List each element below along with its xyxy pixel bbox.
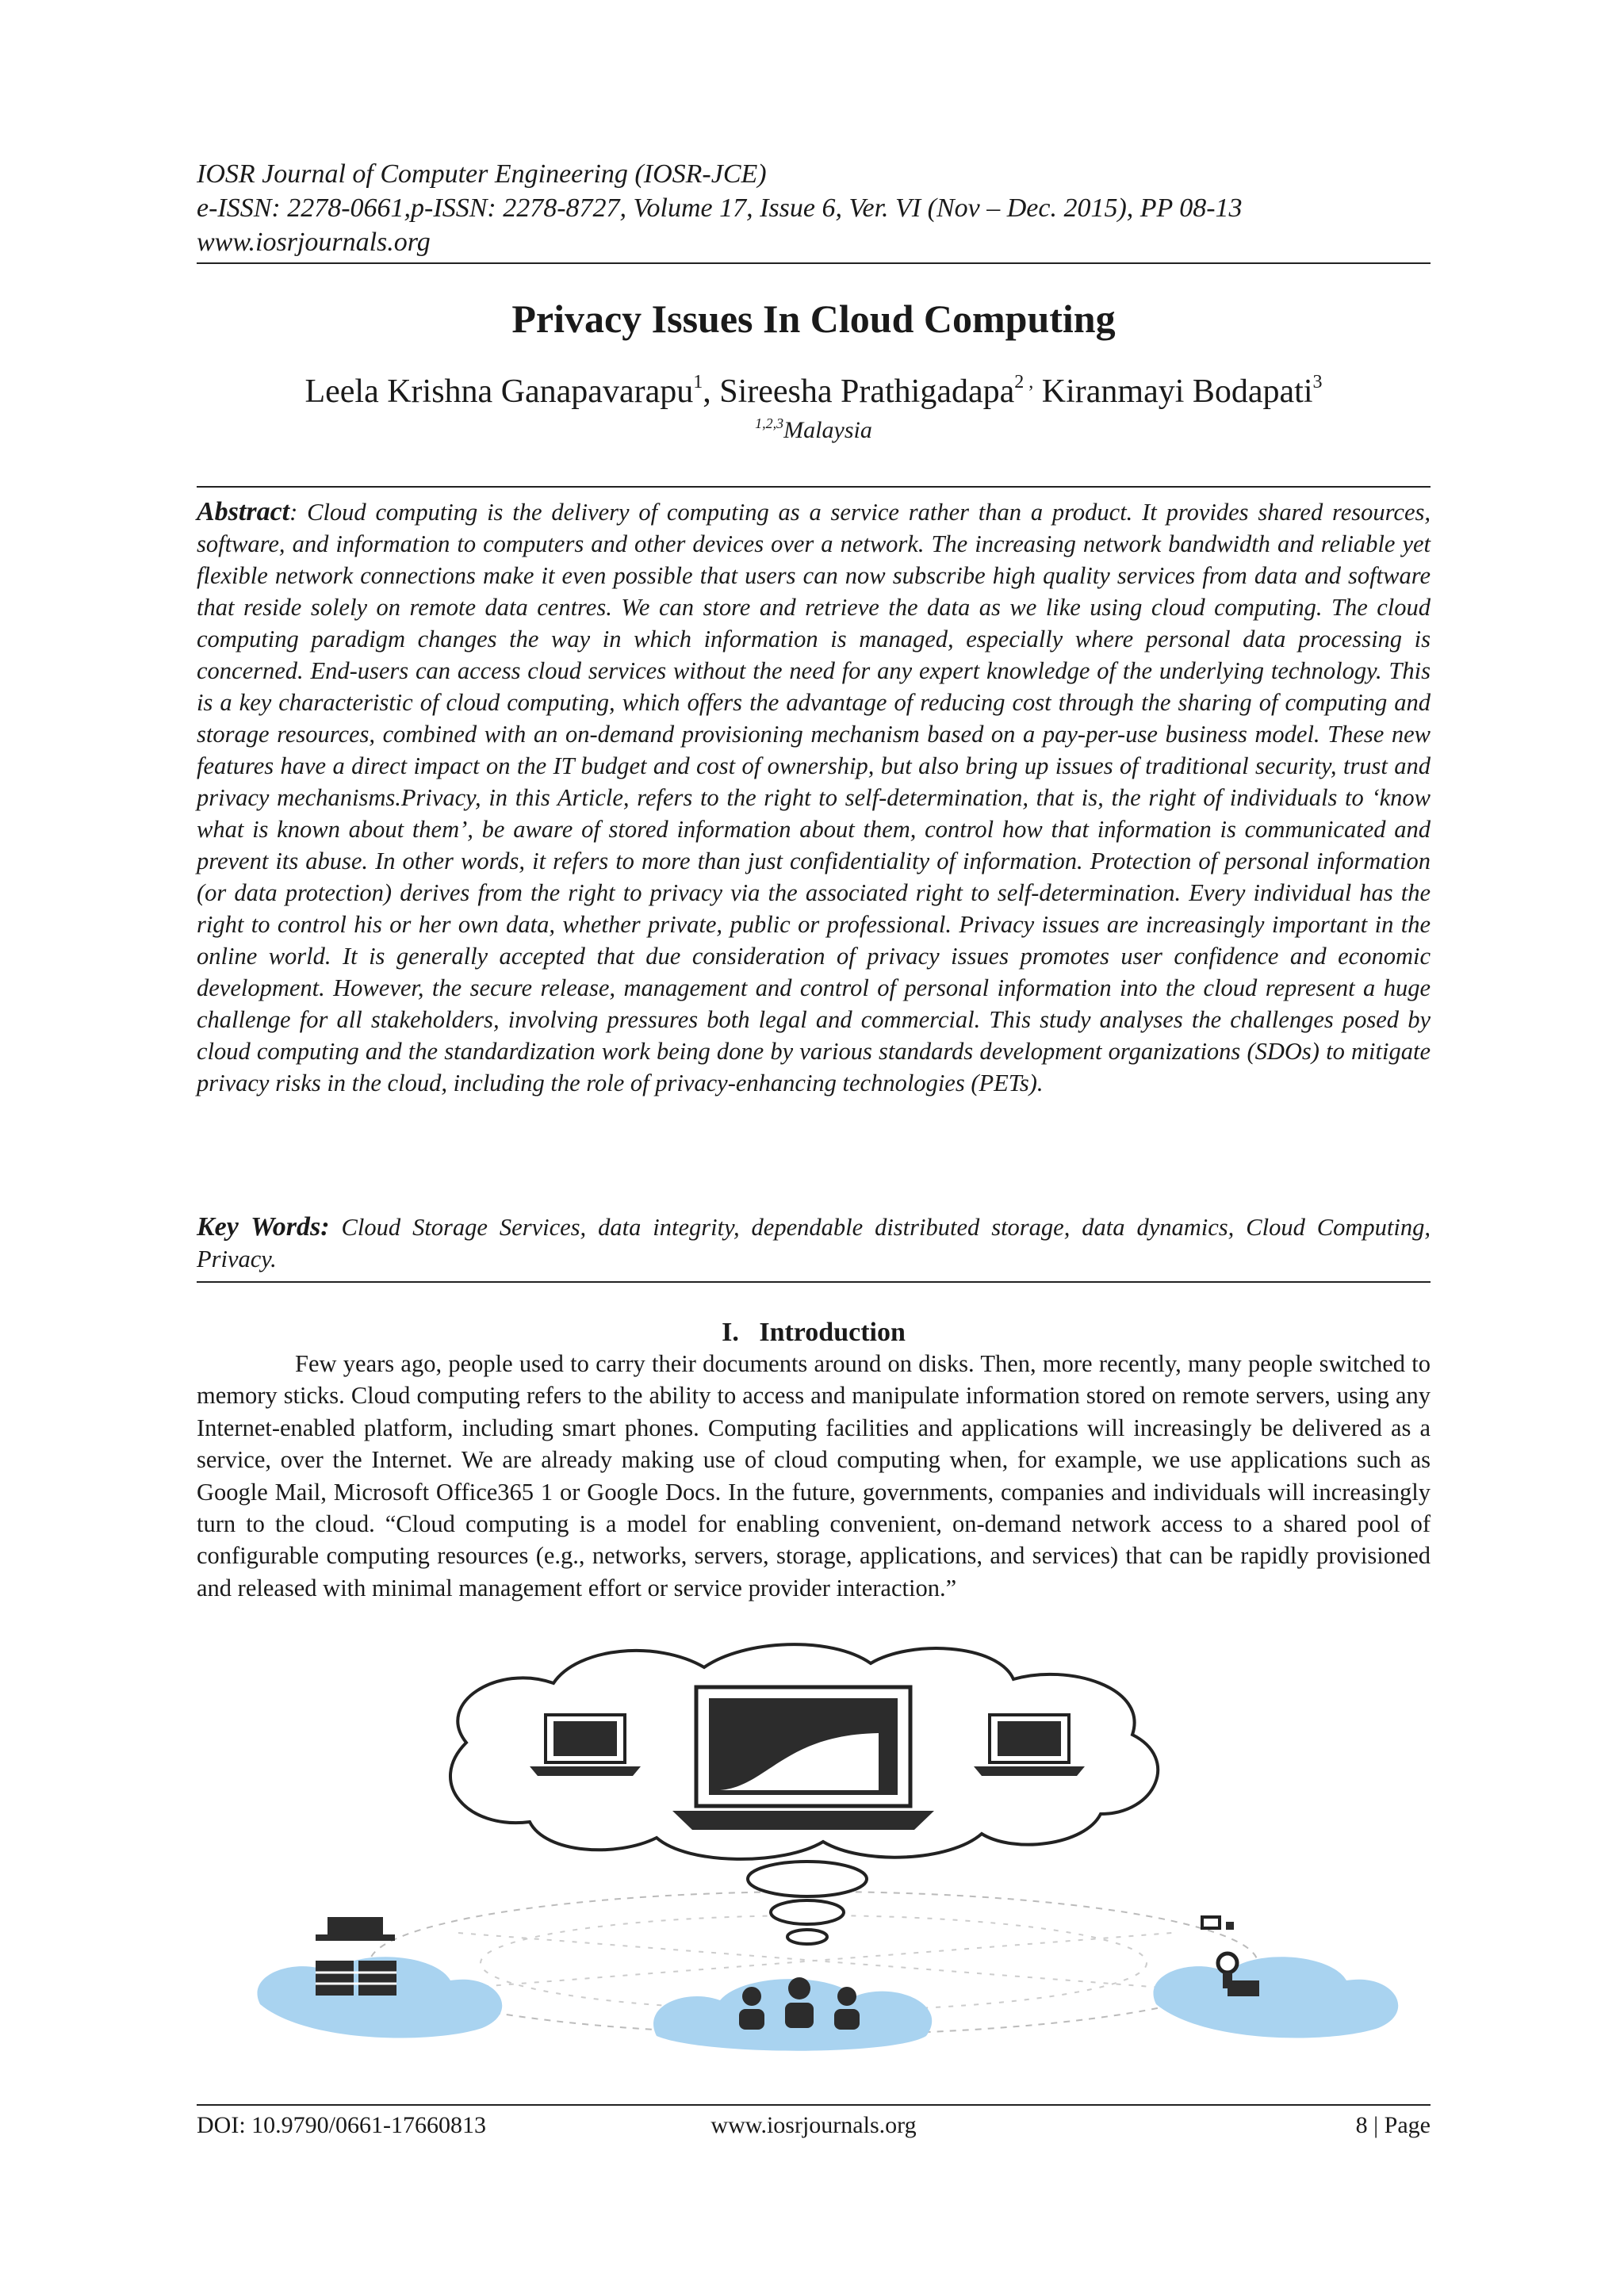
journal-name: IOSR Journal of Computer Engineering (IOSR-JCE) — [197, 159, 767, 189]
paper-title: Privacy Issues In Cloud Computing — [511, 297, 1116, 341]
laptop-icon — [530, 1715, 641, 1776]
cloud-computing-figure — [197, 1640, 1431, 2052]
journal-header — [197, 157, 1434, 259]
journal-website[interactable]: www.iosrjournals.org — [197, 228, 431, 257]
affiliation-text: Malaysia — [783, 417, 872, 443]
keywords-label: Key Words: — [197, 1212, 330, 1242]
abstract-label: Abstract — [197, 497, 290, 526]
devices-cloud — [1153, 1917, 1398, 2038]
keywords — [197, 1211, 1431, 1275]
author-sup: 3 — [1312, 372, 1323, 392]
keywords-bottom-rule — [197, 1281, 1431, 1283]
author-name: Leela Krishna Ganapavarapu — [304, 373, 694, 410]
author-separator: , — [703, 373, 720, 410]
phone-icon — [1202, 1917, 1234, 1930]
abstract — [197, 496, 1431, 1099]
header-rule — [197, 262, 1431, 264]
author-list — [197, 371, 1431, 412]
keywords-text: Cloud Storage Services, data integrity, dependable distributed storage, data dynamics, Cloud Computing, Privacy. — [197, 1214, 1431, 1272]
thought-bubble — [787, 1930, 827, 1944]
section-number: I. — [722, 1318, 739, 1347]
footer-rule — [197, 2104, 1431, 2106]
author-name: Sireesha Prathigadapa — [719, 373, 1015, 410]
footer-website[interactable]: www.iosrjournals.org — [710, 2112, 917, 2138]
journal-issn: e-ISSN: 2278-0661,p-ISSN: 2278-8727, Volume 17, Issue 6, Ver. VI (Nov – Dec. 2015), PP 08-13 — [197, 193, 1243, 223]
author-separator — [1033, 373, 1042, 410]
author-name: Kiranmayi Bodapati — [1041, 373, 1313, 410]
abstract-text: : Cloud computing is the delivery of computing as a service rather than a product. It provides shared resources, software, and information to computers and other devices over a network. The increasing network bandwidth and reliable yet flexible network connections make it even possible that users can now subscribe high quality services from data and software that reside solely on remote data centres. We can store and retrieve the data as we like using cloud computing. The cloud computing paradigm changes the way in which information is managed, especially where personal data processing is concerned. End-users can access cloud services without the need for any expert knowledge of the underlying technology. This is a key characteristic of cloud computing, which offers the advantage of reducing cost through the sharing of computing and storage resources, combined with an on-demand provisioning mechanism based on a pay-per-use business model. These new features have a direct impact on the IT budget and cost of ownership, but also bring up issues of traditional security, trust and privacy mechanisms.Privacy, in this Article, refers to the right to self-determination, that is, the right of individuals to ‘know what is known about them’, be aware of stored information about them, control how that information is communicated and prevent its abuse. In other words, it refers to more than just confidentiality of information. Protection of personal information (or data protection) derives from the right to privacy via the associated right to self-determination. Every individual has the right to control his or her own data, whether private, public or professional. Privacy issues are increasingly important in the online world. It is generally accepted that due consideration of privacy issues promotes user confidence and economic development. However, the secure release, management and control of personal information into the cloud represent a huge challenge for all stakeholders, involving pressures both legal and commercial. This study analyses the challenges posed by cloud computing and the standardization work being done by various standards development organizations (SDOs) to mitigate privacy risks in the cloud, including the role of privacy-enhancing technologies (PETs). — [197, 499, 1431, 1096]
author-sup: 2 , — [1014, 372, 1034, 392]
footer-doi: DOI: 10.9790/0661-17660813 — [197, 2112, 486, 2138]
server-cloud — [257, 1917, 502, 2038]
thought-bubble — [748, 1862, 867, 1896]
abstract-top-rule — [197, 486, 1431, 488]
section-heading — [197, 1316, 1431, 1349]
thought-bubble — [771, 1900, 844, 1924]
laptop-icon — [974, 1715, 1085, 1776]
author-sup: 1 — [693, 372, 703, 392]
footer-page-number: 8 | Page — [1355, 2112, 1431, 2138]
section-title: Introduction — [759, 1318, 906, 1347]
cloud-network-illustration — [197, 1640, 1431, 2052]
laptop-icon — [327, 1917, 383, 1934]
affiliation-sup: 1,2,3 — [755, 415, 784, 431]
introduction-paragraph: Few years ago, people used to carry their documents around on disks. Then, more recently, many people switched to memory sticks. Cloud computing refers to the ability to access and manipulate information stored on remote servers, using any Internet-enabled platform, including smart phones. Computing facilities and applications will increasingly be delivered as a service, over the Internet. We are already making use of cloud computing when, for example, we use applications such as Google Mail, Microsoft Office365 1 or Google Docs. In the future, governments, companies and individuals will increasingly turn to the cloud. “Cloud computing is a model for enabling convenient, on-demand network access to a shared pool of configurable computing resources (e.g., networks, servers, storage, applications, and services) that can be rapidly provisioned and released with minimal management effort or service provider interaction.” — [197, 1350, 1431, 1601]
affiliation — [197, 415, 1431, 446]
users-cloud — [653, 1977, 932, 2051]
